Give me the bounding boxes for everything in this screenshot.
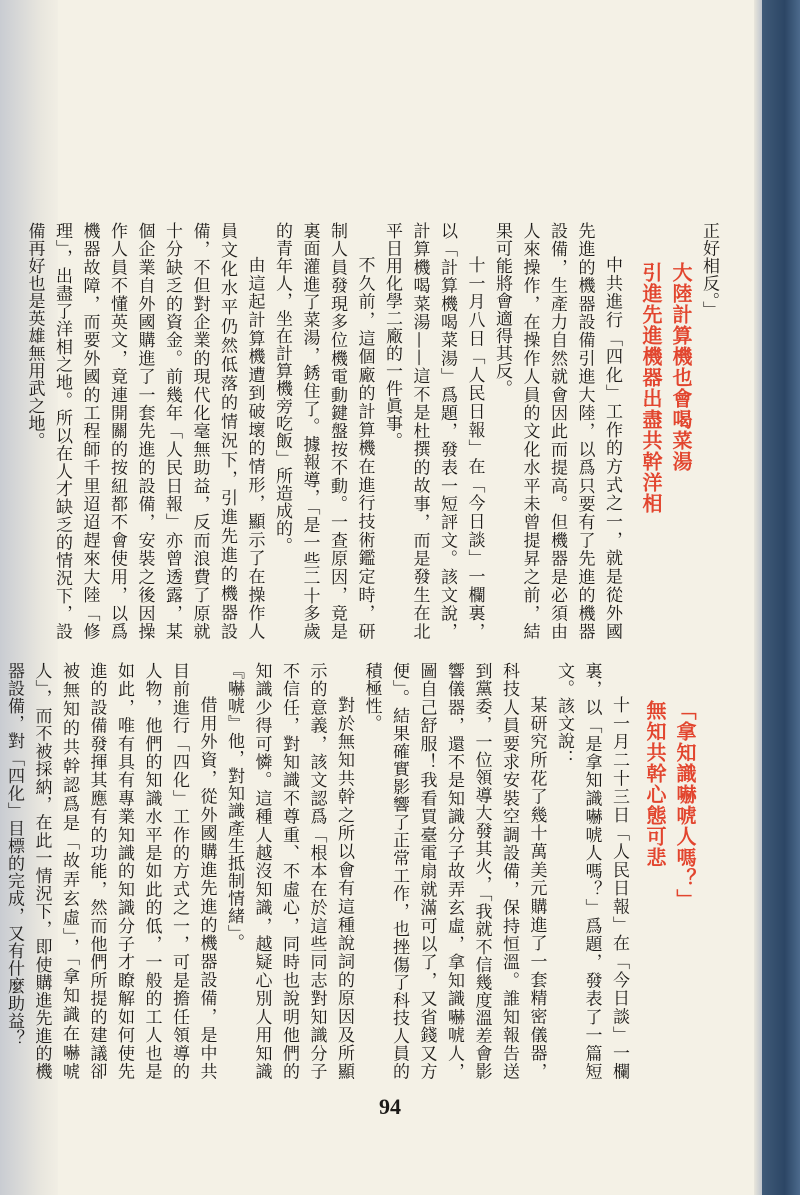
paragraph: 十一月八日「人民日報」在「今日談」一欄裏，以「計算機喝菜湯」爲題，發表一短評文。該文說，計算機喝菜湯——這不是杜撰的故事，而是發生在北平日用化學二廠的一件眞事。	[382, 222, 485, 640]
paragraph: 中共進行「四化」工作的方式之一，就是從外國先進的機器設備引進大陸，以爲只要有了先進的機器設備，生產力自然就會因此而提高。但機器是必須由人來操作，在操作人員的文化水平未曾提昇之前，結果可能將會適得其反。	[492, 222, 622, 640]
article-headline	[640, 700, 700, 1060]
headline-line-1: 大陸計算機也會喝菜湯	[669, 262, 693, 472]
paragraph: 不久前，這個廠的計算機在進行技術鑑定時，研制人員發現多位機電動鍵盤按不動。一查原因，竟是裏面灌進了菜湯，銹住了。據報導，「是一些二十多歲的青年人，坐在計算機旁吃飯」所造成的。	[272, 222, 375, 640]
headline-line-2: 無知共幹心態可悲	[643, 700, 667, 868]
paragraph: 借用外資，從外國購進先進的機器設備，是中共目前進行「四化」工作的方式之一，可是擔任領導的人物，他們的知識水平是如此的低，一般的工人也是如此，唯有具有專業知識的知識分子才瞭解如何使先進的設備發揮其應有的功能，然而他們所提的建議卻被無知的共幹認爲是「故弄玄虛」，「拿知識在嚇唬人」，而不被採納，在此一情況下，即使購進先進的機器設備，對「四化」目標的完成，又有什麼助益？	[4, 662, 217, 1080]
article-headline	[636, 262, 696, 622]
continuation-line: 正好相反。」	[699, 222, 719, 319]
headline-line-2: 引進先進機器出盡共幹洋相	[639, 262, 663, 514]
paragraph: 某研究所花了幾十萬美元購進了一套精密儀器，科技人員要求安裝空調設備，保持恒溫。誰知報告送到黨委，一位領導大發其火，「我就不信幾度溫差會影響儀器，還不是知識分子故弄玄虛，拿知識嚇唬人，圖自己舒服！我看買臺電扇就滿可以了，又省錢又方便」。結果確實影響了正常工作，也挫傷了科技人員的積極性。	[361, 662, 547, 1080]
article-body-upper	[24, 222, 625, 640]
paragraph: 十一月二十三日「人民日報」在「今日談」一欄裏，以「是拿知識嚇唬人嗎？」爲題，發表了一篇短文。該文說：	[554, 662, 629, 1080]
headline-line-1: 「拿知識嚇唬人嗎？」	[673, 700, 697, 910]
paragraph: 由這起計算機遭到破壞的情形，顯示了在操作人員文化水平仍然低落的情況下，引進先進的機器設備，不但對企業的現代化毫無助益，反而浪費了原就十分缺乏的資金。前幾年「人民日報」亦曾透露，某個企業自外國購進了一套先進的設備，安裝之後因操作人員不懂英文，竟連開關的按紐都不會使用，以爲機器故障，而要外國的工程師千里迢迢趕來大陸「修理」，出盡了洋相之地。所以在人才缺乏的情況下，設備再好也是英雄無用武之地。	[24, 222, 265, 640]
paragraph: 對於無知共幹之所以會有這種說詞的原因及所顯示的意義，該文認爲「根本在於這些同志對知識分子不信任，對知識不尊重、不虛心，同時也說明他們的知識少得可憐。這種人越沒知識，越疑心別人用知識『嚇唬』他，對知識產生抵制情緒」。	[224, 662, 354, 1080]
article-body-lower	[4, 662, 632, 1080]
page-number: 94	[379, 1094, 401, 1119]
